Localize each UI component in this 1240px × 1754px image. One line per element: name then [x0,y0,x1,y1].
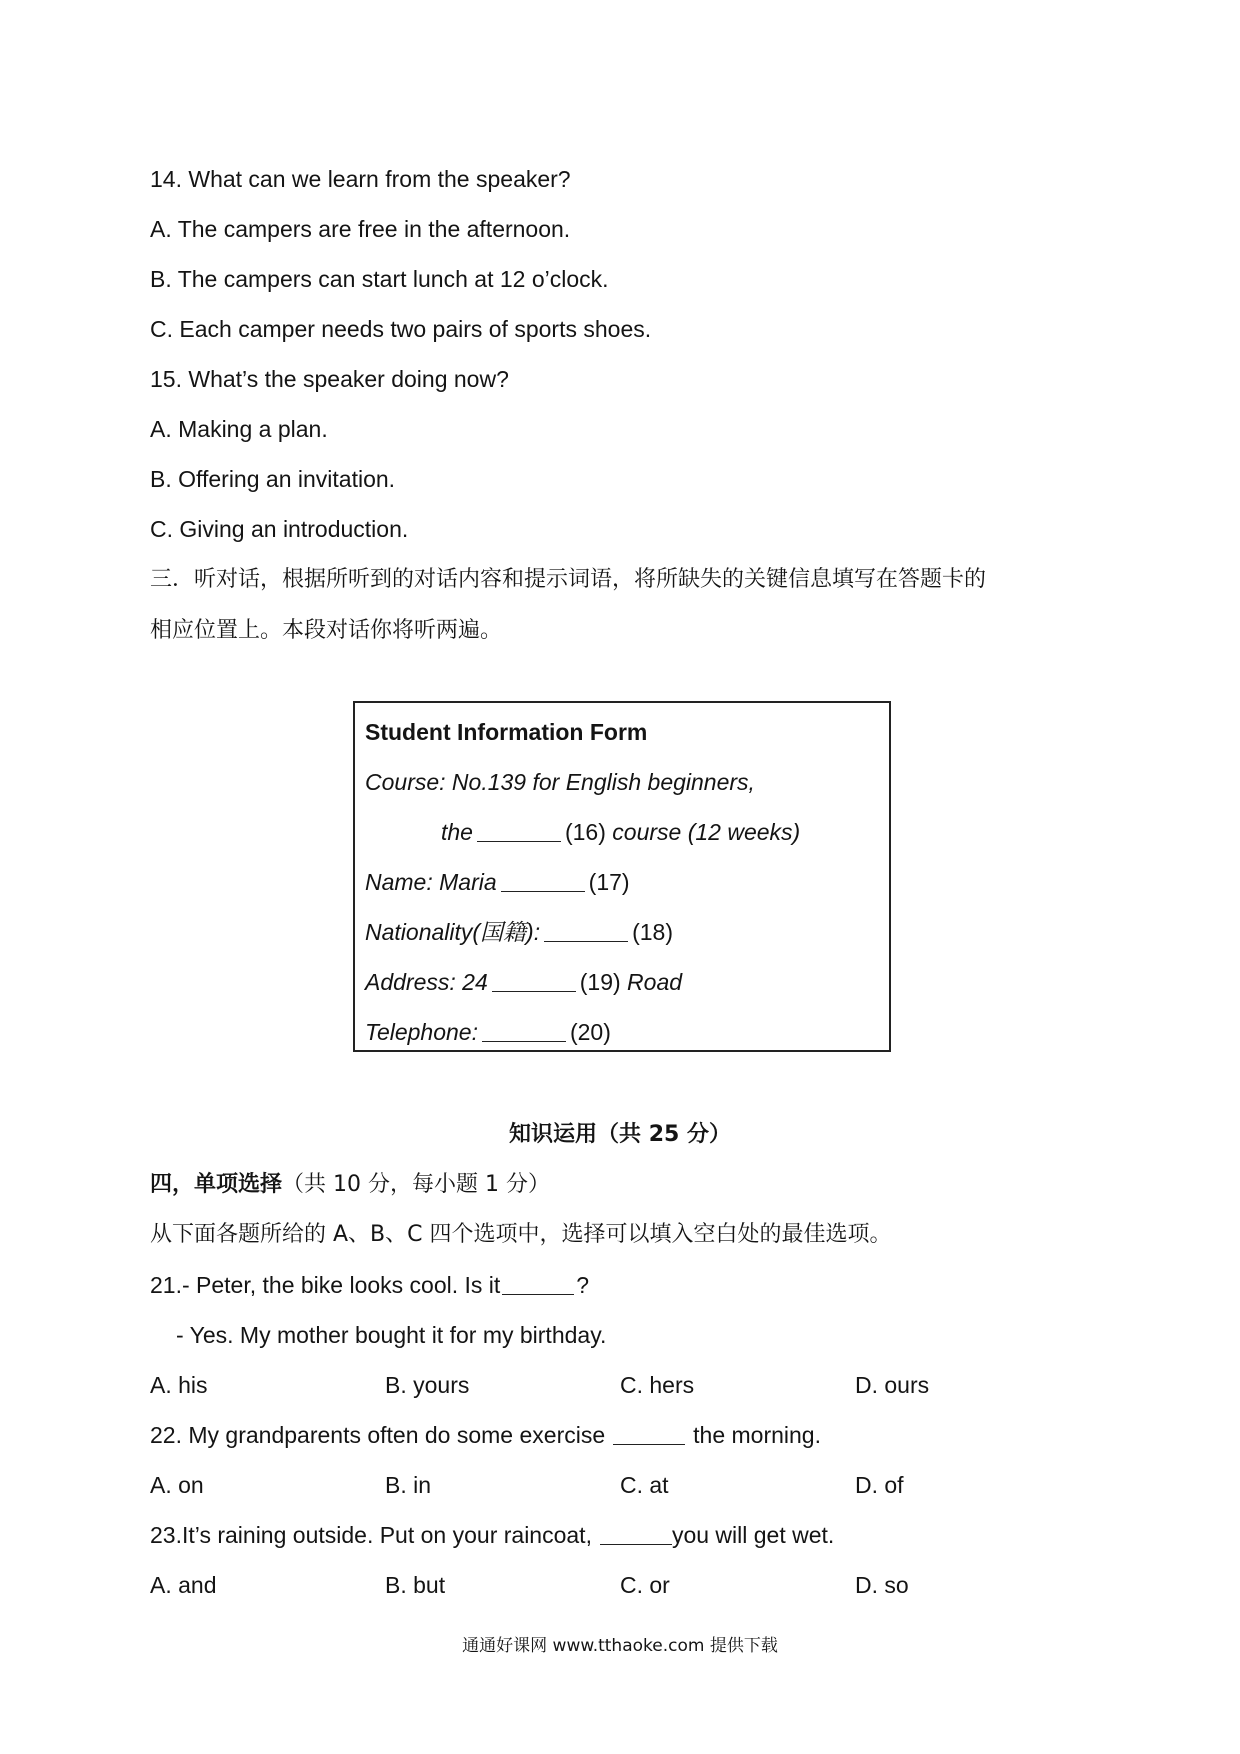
blank-16-number: (16) [564,819,606,845]
q23-blank [600,1522,672,1545]
blank-20 [482,1019,566,1042]
form-nationality-line [365,917,673,947]
form-address-label: Address: 24 [365,969,488,995]
q23-line-prefix: 23.It’s raining outside. Put on your raincoat, [150,1522,592,1548]
q22-option-b: B. in [385,1472,432,1498]
section3-instruction-line1: 三．听对话，根据所听到的对话内容和提示词语，将所缺失的关键信息填写在答题卡的 [150,567,987,592]
q23-option-b: B. but [385,1572,446,1598]
blank-19 [492,969,576,992]
q21-option-a: A. his [150,1372,208,1398]
q15-option-b: B. Offering an invitation. [150,466,396,492]
q22-line-suffix: the morning. [693,1422,821,1448]
section4-heading-rest: （共 10 分，每小题 1 分） [282,1172,550,1197]
q21-line2: - Yes. My mother bought it for my birthday. [176,1322,607,1348]
section3-instruction-line2: 相应位置上。本段对话你将听两遍。 [150,618,503,643]
q21-line1-suffix: ? [576,1272,590,1298]
q23-line [150,1520,834,1550]
q22-option-d: D. of [855,1472,904,1498]
q21-option-d: D. ours [855,1372,930,1398]
section4-heading [150,1170,550,1200]
q15-option-c: C. Giving an introduction. [150,516,409,542]
q22-line [150,1420,821,1450]
q21-blank [502,1272,574,1295]
q21-option-b: B. yours [385,1372,470,1398]
q14-option-c: C. Each camper needs two pairs of sports shoes. [150,316,652,342]
blank-17-number: (17) [588,869,630,895]
q14-option-a: A. The campers are free in the afternoon. [150,216,571,242]
student-information-form [353,701,891,1052]
q23-line-suffix: you will get wet. [671,1522,835,1548]
blank-19-number: (19) [579,969,621,995]
blank-17 [501,869,585,892]
q21-line1-prefix: 21.- Peter, the bike looks cool. Is it [150,1272,501,1298]
section4-instruction: 从下面各题所给的 A、B、C 四个选项中，选择可以填入空白处的最佳选项。 [150,1222,892,1247]
blank-18-number: (18) [632,919,674,945]
q14-option-b: B. The campers can start lunch at 12 o’clock. [150,266,609,292]
q22-option-a: A. on [150,1472,204,1498]
q15-option-a: A. Making a plan. [150,416,328,442]
form-course-line1: Course: No.139 for English beginners, [365,769,755,795]
q15-question: 15. What’s the speaker doing now? [150,366,509,392]
blank-20-number: (20) [569,1019,611,1045]
q23-option-d: D. so [855,1572,909,1598]
knowledge-section-title: 知识运用（共 25 分） [509,1122,731,1147]
form-name-line [365,867,630,897]
form-course-prefix: the [441,819,473,845]
blank-16 [477,819,561,842]
blank-18 [544,919,628,942]
form-course-line2 [441,817,800,847]
form-telephone-label: Telephone: [365,1019,478,1045]
form-telephone-line [365,1017,611,1047]
form-title: Student Information Form [365,719,648,745]
form-nationality-label: Nationality(国籍): [365,919,541,945]
form-name-label: Name: Maria [365,869,497,895]
form-course-suffix: course (12 weeks) [612,819,801,845]
form-address-line [365,967,682,997]
q23-option-c: C. or [620,1572,670,1598]
q23-option-a: A. and [150,1572,217,1598]
q14-question: 14. What can we learn from the speaker? [150,166,571,192]
q22-option-c: C. at [620,1472,669,1498]
q22-line-prefix: 22. My grandparents often do some exercise [150,1422,606,1448]
form-address-suffix: Road [627,969,683,995]
q21-option-c: C. hers [620,1372,695,1398]
q21-line1 [150,1270,589,1300]
footer-source: 通通好课网 www.tthaoke.com 提供下载 [462,1636,778,1656]
section4-heading-bold: 四，单项选择 [150,1172,283,1197]
q22-blank [613,1422,685,1445]
